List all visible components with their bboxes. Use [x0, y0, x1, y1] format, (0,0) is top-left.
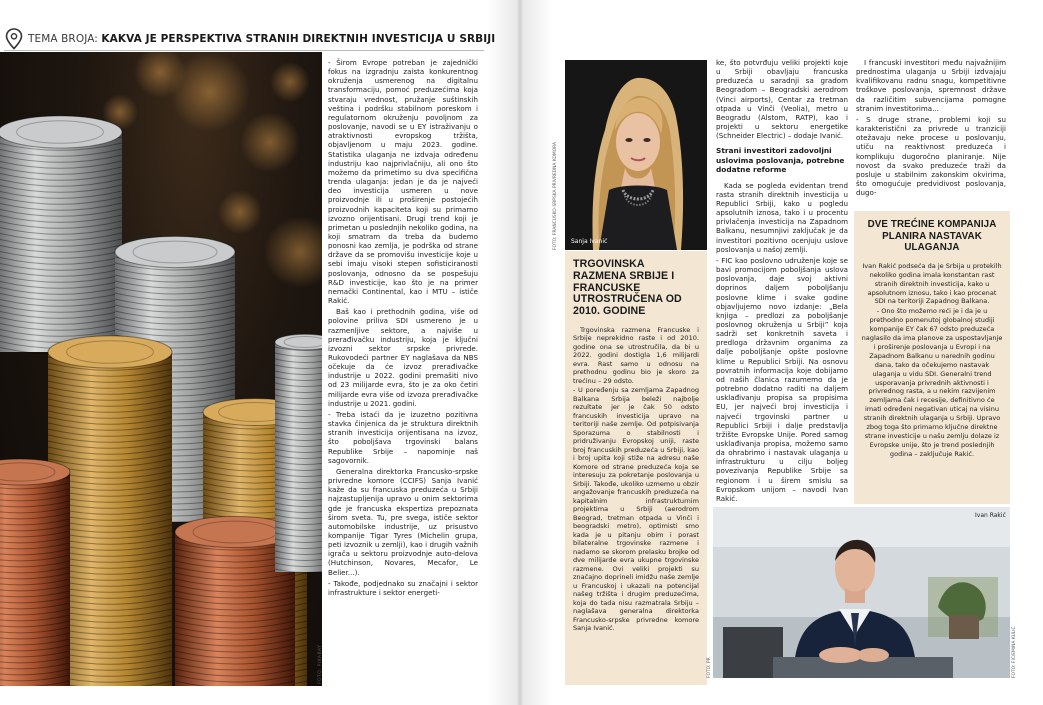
section-header	[4, 28, 496, 50]
portrait-illustration	[565, 60, 707, 250]
article-subheading: Strani investitori zadovoljni uslovima poslovanja, potrebne dodatne reforme	[716, 146, 845, 175]
left-paragraph: - Treba istaći da je izuzetno pozitivna stavka činjenica da je struktura direktnih stranih investicija orijentisana na izvoz, što poboljšava trgovinski balans Republike Srbije – napominje naš sagovornik.	[328, 409, 478, 465]
ivan-rakic-photo	[713, 507, 1010, 678]
right-article-column	[856, 58, 1006, 199]
rakic-photo-credit-left: FOTO: PR	[707, 657, 712, 678]
location-pin-icon	[4, 28, 24, 50]
portrait-illustration	[713, 507, 1010, 678]
mid-paragraph: Kada se pogleda evidentan trend rasta stranih direktnih investicija u Republici Srbiji, kako u pogledu apsolutnih iznosa, tako i u procentu privlačenja investicija na Zapadnom Balkanu, nesumnjivi zaključak je da investitori pozitivno ocenjuju uslove poslovanja u našoj zemlji.	[716, 180, 848, 254]
trade-box-heading: TRGOVINSKA RAZMENA SRBIJE I FRANCUSKE UTROSTRUČENA OD 2010. GODINE	[573, 258, 682, 318]
left-paragraph: Generalna direktorka Francusko-srpske privredne komore (CCIFS) Sanja Ivanić kaže da su francuska preduzeća u Srbiji najzastupljenija upravo u onim sektorima gde je francuska ekspertiza prepoznata širom sveta. Tu, pre svega, ističe sektor automobilske industrije, uz prisustvo kompanije Tigar Tyres (Michelin grupa, peti izvoznik u zemlji), kao i drugih važnih igrača u sektoru proizvodnje auto-delova (Hutchinson, Novares, Mecafor, Le Belier...).	[328, 466, 478, 577]
coins-photo	[0, 52, 322, 686]
mid-paragraph: - FIC kao poslovno udruženje koje se bavi promocijom poboljšanja uslova poslovanja, daje svoj aktivni doprinos daljem poboljšanju poslovne klime i svake godine objavljujemo novo izdanje: „Bela knjiga – predlozi za poboljšanje poslovnog okruženja u Srbiji” koja sadrži set konkretnih saveta i predloga državnim organima za dalje poboljšanje opšte poslovne klime u Republici Srbiji. Na osnovu povratnih informacija koje dobijamo od naših članica razumemo da je potrebno dodatno raditi na daljem usklađivanju propisa sa propisima EU, jer najveći broj investicija i najveći trgovinski partner u Republici Srbiji i dalje predstavlja tržište Evropske Unije. Pored samog usklađivanja propisa, možemo samo da ohrabrimo i nastavak ulaganja u infrastrukturu u cilju boljeg povezivanja Republike Srbije sa regionom i u širem smislu sa Evropskom unijom – navodi Ivan Rakić.	[716, 255, 848, 503]
trade-box-paragraph: Trgovinska razmena Francuske i Srbije neprekidno raste i od 2010. godine ona se utrostručila, da bi u 2022. godini dostigla 1,6 milijardi evra. Rast samo u odnosu na prethodnu godinu bio je skoro za trećinu – 29 odsto.	[573, 325, 699, 385]
middle-article-column	[716, 58, 848, 505]
investment-box-text	[861, 262, 1003, 459]
right-paragraph: - S druge strane, problemi koji su karakteristični za privrede u tranziciji otežavaju neke procese u poslovanju, utiču na reaktivnost preduzeća i komplikuju dugoročno planiranje. Nije novost da svako preduzeće traži da posluje u stabilnim zakonskim okvirima, što omogućuje predvidivost poslovanja, dugo-	[856, 114, 1006, 198]
section-label: TEMA BROJA:	[28, 33, 98, 45]
coins-illustration	[0, 52, 322, 686]
left-article-column	[328, 58, 478, 599]
mid-paragraph: ke, što potvrđuju veliki projekti koje u Srbiji obavljaju francuska preduzeća u saradnji sa gradom Beogradom – Beogradski aerodrom (Vinci airports), Centar za tretman otpada u Vinči (Veolia), metro u Beogradu (Alstom, RATP), kao i projekti u sektoru energetike (Schneider Electric) – dodaje Ivanić.	[716, 58, 848, 141]
page-gutter	[487, 0, 553, 705]
investment-box-paragraph: - Ono što možemo reći je i da je u prethodno pomenutoj globalnoj studiji kompanije EY čak 67 odsto preduzeća naglasilo da ima planove za uspostavljanje i proširenje poslovanja u Evropi i na Zapadnom Balkanu u narednih godinu dana, tako da očekujemo nastavak ulaganja u vidu SDI. Generalni trend usporavanja privrednih aktivnosti i privrednog rasta, a u nekim razvijenim zemljama čak i recesije, definitivno će imati određeni negativan uticaj na visinu stranih direktnih ulaganja u Srbiji. Upravo zbog toga što primarno ključne direktne strane investicije u našu zemlju dolaze iz Evropske unije, što je trend poslednjih godina – zaključuje Rakić.	[861, 307, 1003, 458]
sanja-ivanic-photo	[565, 60, 707, 250]
left-paragraph: - Takođe, podjednako su značajni i sektor infrastrukture i sektor energeti-	[328, 578, 478, 597]
left-paragraph: - Širom Evrope potreban je zajednički fokus na izgradnju zaista konkurentnog okruženja usmerenog na digitalnu transformaciju, pomoć preduzećima koja stvaraju vrednost, pružanje suštinskih veština i podršku stabilnom poreskom i regulatornom okruženju povoljnom za poslovanje, navodi se u EY istraživanju o atraktivnosti evropskog tržišta, objavljenom u maju 2023. godine. Statistika ulaganja ne izdvaja određenu industriju kao najprivlačniju, ali ono što možemo da primetimo su dva specifična trenda ulaganja: jedan je da je najveći deo investicija usmeren u nove proizvodnje ili u proširenje postojećih proizvodnih kapaciteta koji su primarno izvozno orijentisani. Drugi trend koji je primetan u poslednjih nekoliko godina, na koji smatram da treba da budemo ponosni kao zemlja, je podrška od strane države da se promovišu investicije koje u sebi imaju visoki stepen sofisticiranosti poslovanja, odnosno da se pospešuju R&D investicije, kao što je na primer nemački Continental, kao i MTU – ističe Rakić.	[328, 58, 478, 306]
trade-box-text	[573, 326, 699, 633]
trade-sidebar-box	[565, 251, 707, 685]
section-title: KAKVA JE PERSPEKTIVA STRANIH DIREKTNIH INVESTICIJA U SRBIJI	[101, 33, 496, 45]
left-paragraph: Baš kao i prethodnih godina, više od polovine priliva SDI usmereno je u razmenljive sektore, a najviše u prerađivačku industriju, koja je ključni izvozni sektor srpske privrede. Rukovodeći partner EY naglašava da NBS očekuje da će izvoz prerađivačke industrije u 2022. godini premašiti nivo od 23 milijarde evra, što je za oko četiri milijarde evra više od izvoza prerađivačke industrije u 2021. godini.	[328, 307, 478, 408]
ivanic-photo-credit: FOTO: FRANCUSKO-SRPSKA PRIVREDNA KOMORA	[553, 141, 558, 250]
investment-box-paragraph: Ivan Rakić podseća da je Srbija u protekilh nekoliko godina imala konstantan rast stranih direktnih investicija, kako u apsolutnom iznosu, tako i kao procenat SDI na teritoriji Zapadnog Balkana.	[862, 261, 1002, 306]
rakic-caption: Ivan Rakić	[975, 512, 1006, 519]
coins-photo-credit: FOTO: PIXABAY	[318, 644, 323, 684]
investment-sidebar-box	[854, 211, 1010, 504]
header-title	[28, 33, 495, 45]
rakic-photo-credit-right: FOTO: FIC/EMINA KULIĆ	[1012, 626, 1017, 678]
trade-box-paragraph: - U poređenju sa zemljama Zapadnog Balkana Srbija beleži najbolje rezultate jer je čak 50 odsto francuskih investicija upravo na teritoriji naše zemlje. Od potpisivanja Sporazuma o stabilnosti i pridruživanju Evropskoj uniji, raste broj francuskih preduzeća u Srbiji, kao i broj upita koji stiže na adresu naše Komore od strane preduzeća koja se interesuju za pokretanje poslovanja u Srbiji. Takođe, ukoliko uzmemo u obzir angažovanje francuskih preduzeća na kapitalnim infrastrukturnim projektima u Srbiji (aerodrom Beograd, tretman otpada u Vinči i beogradski metro), optimisti smo kada je u pitanju obim i porast bilateralne trgovinske razmene i nadamo se skorom prelasku brojke od dve milijarde evra ukupne trgovinske razmene. Ovi veliki projekti su značajno doprineli imidžu naše zemlje u Francuskoj i ukazali na potencijal našeg tržišta i drugim preduzećima, koja do tada nisu razmatrala Srbiju – naglašava generalna direktorka Francusko-srpske privredne komore Sanja Ivanić.	[573, 386, 699, 633]
investment-box-heading: DVE TREĆINE KOMPANIJA PLANIRA NASTAVAK ULAGANJA	[867, 219, 997, 254]
right-paragraph: I francuski investitori među najvažnijim prednostima ulaganja u Srbiji izdvajaju kvalifikovanu radnu snagu, kompetitivne troškove poslovanja, spremnost države da različitim subvencijama pomogne stranim investitorima...	[856, 58, 1006, 113]
header-rule	[4, 50, 484, 51]
ivanic-caption: Sanja Ivanić	[571, 238, 608, 245]
